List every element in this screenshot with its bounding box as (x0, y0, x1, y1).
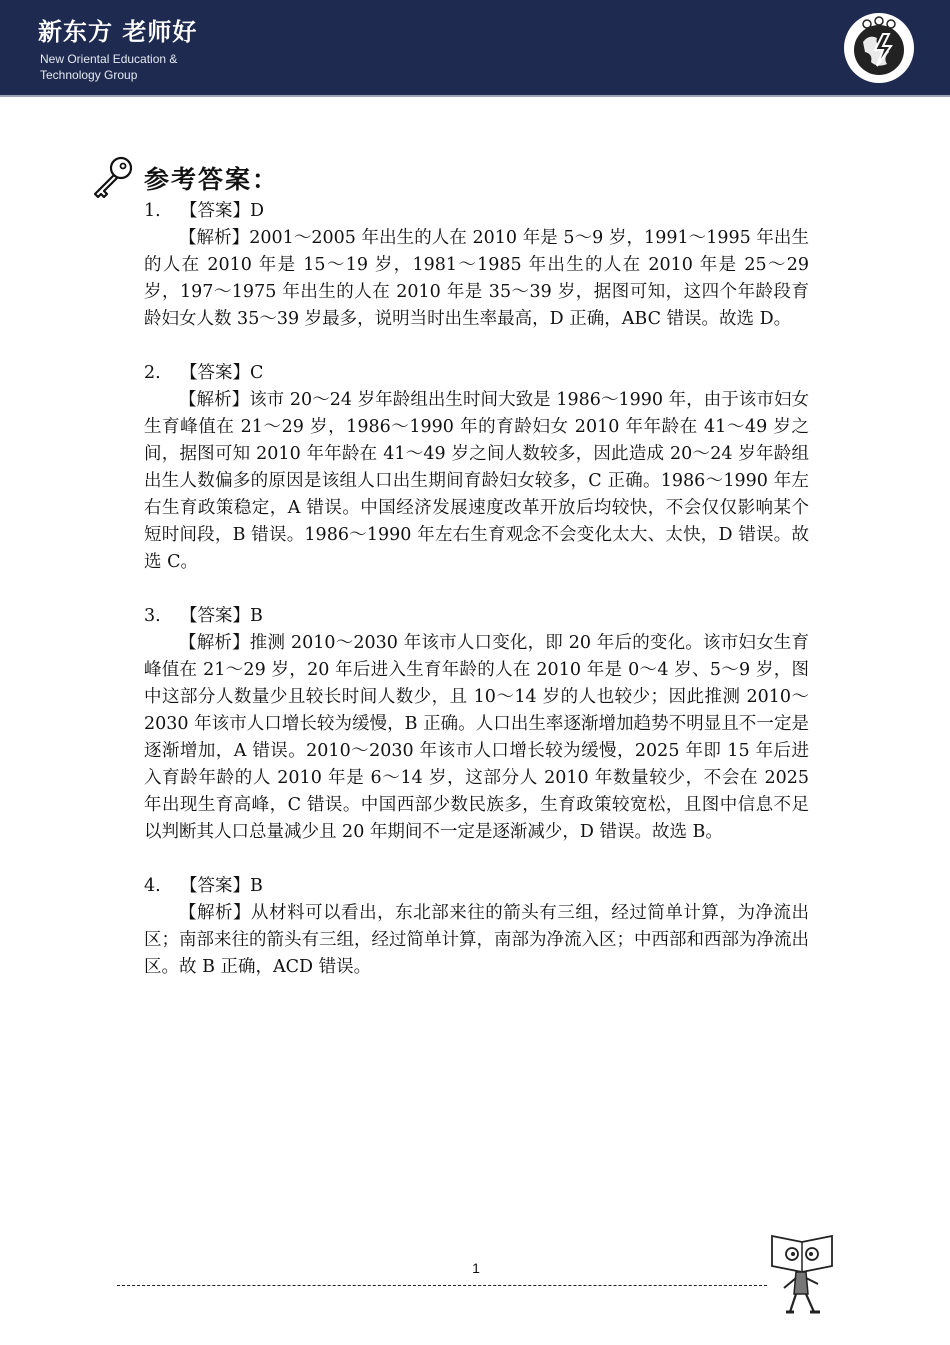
answer-number: 3. (144, 606, 161, 626)
answer-number: 1. (144, 201, 161, 221)
reading-mascot-icon (768, 1232, 836, 1316)
answer-analysis: 【解析】2001～2005 年出生的人在 2010 年是 5～9 岁，1991～1995 年出生的人在 2010 年是 15～19 岁，1981～1985 年出生的人在 2010 年是 25～29 岁，197～1975 年出生的人在 2010 年是 35～39 岁，据图可知，这四个年龄段育龄妇女人数 35～39 岁最多，说明当时出生率最高，D 正确，ABC 错误。故选 D。 (144, 228, 809, 329)
answer-key: 【答案】D (180, 201, 265, 221)
answer-item (144, 873, 809, 981)
globe-lightning-logo-icon (843, 12, 915, 84)
answer-item (144, 360, 809, 576)
answer-key: 【答案】B (180, 606, 263, 626)
answer-item (144, 603, 809, 846)
page-header (0, 0, 950, 97)
answer-key: 【答案】B (180, 876, 263, 896)
answer-analysis: 【解析】从材料可以看出，东北部来往的箭头有三组，经过简单计算，为净流出区；南部来往的箭头有三组，经过简单计算，南部为净流入区；中西部和西部为净流出区。故 B 正确，ACD 错误。 (144, 903, 809, 977)
section-title: 参考答案： (144, 165, 280, 194)
answer-key: 【答案】C (180, 363, 264, 383)
answer-number: 4. (144, 876, 161, 896)
answer-analysis: 【解析】该市 20～24 岁年龄组出生时间大致是 1986～1990 年，由于该市妇女生育峰值在 21～29 岁，1986～1990 年的育龄妇女 2010 年年龄在 41～49 岁之间，据图可知 2010 年年龄在 41～49 岁之间人数较多，因此造成 20～24 岁年龄组出生人数偏多的原因是该组人口出生期间育龄妇女较多，C 正确。1986～1990 年左右生育政策稳定，A 错误。中国经济发展速度改革开放后均较快，不会仅仅影响某个短时间段，B 错误。1986～1990 年左右生育观念不会变化太大、太快，D 错误。故选 C。 (144, 390, 809, 572)
answer-list (144, 198, 809, 1008)
page-number: 1 (472, 1260, 480, 1276)
answers-heading (90, 155, 279, 201)
key-icon (90, 155, 136, 201)
answer-number: 2. (144, 363, 161, 383)
answer-analysis: 【解析】推测 2010～2030 年该市人口变化，即 20 年后的变化。该市妇女生育峰值在 21～29 岁，20 年后进入生育年龄的人在 2010 年是 0～4 岁、5～9 岁，图中这部分人数量少且较长时间人数少，且 10～14 岁的人也较少；因此推测 2010～2030 年该市人口增长较为缓慢，B 正确。人口出生率逐渐增加趋势不明显且不一定是逐渐增加，A 错误。2010～2030 年该市人口增长较为缓慢，2025 年即 15 年后进入育龄年龄的人 2010 年是 6～14 岁，这部分人 2010 年数量较少，不会在 2025 年出现生育高峰，C 错误。中国西部少数民族多，生育政策较宽松，且图中信息不足以判断其人口总量减少且 20 年期间不一定是逐渐减少，D 错误。故选 B。 (144, 633, 809, 842)
brand-title: 新东方 老师好 (38, 18, 198, 46)
brand-subtitle: New Oriental Education & Technology Group (40, 52, 178, 82)
footer-divider (117, 1285, 767, 1286)
answer-item (144, 198, 809, 333)
